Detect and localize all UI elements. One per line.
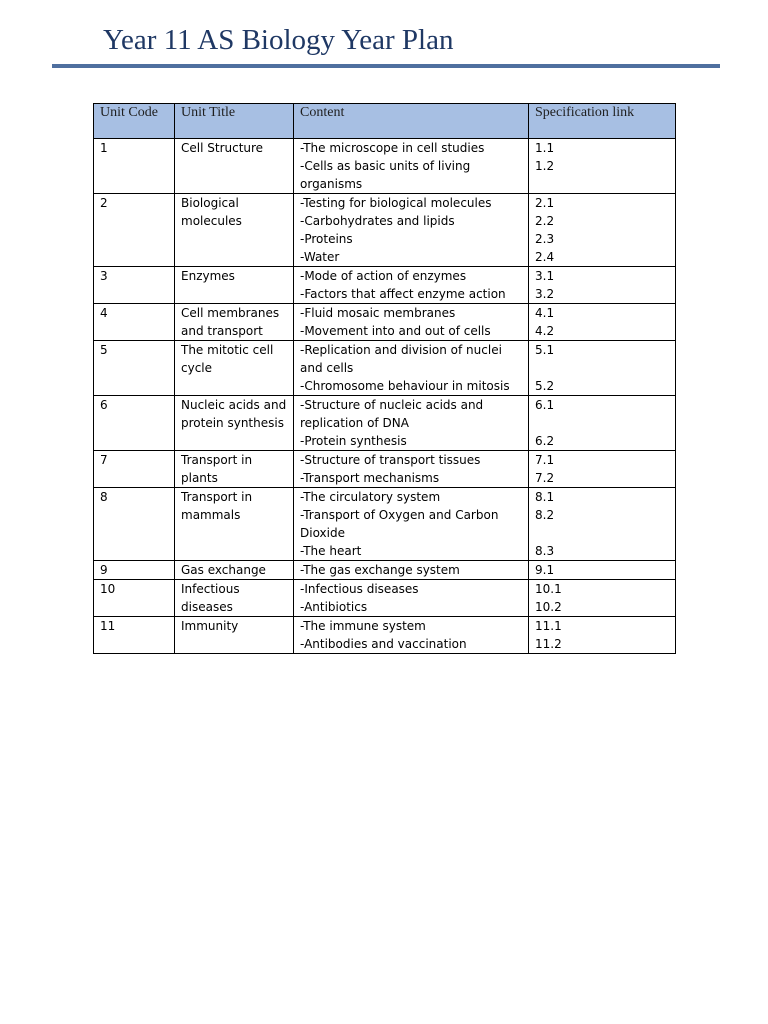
specification-link-cell xyxy=(529,194,676,267)
table-row xyxy=(94,488,676,561)
table-row xyxy=(94,451,676,488)
spec-line: 8.3 xyxy=(535,544,555,558)
header-unit-title: Unit Title xyxy=(175,104,294,139)
title-underline xyxy=(52,64,720,68)
content-cell xyxy=(294,267,529,304)
content-cell xyxy=(294,304,529,341)
spec-line: 8.1 xyxy=(535,490,555,504)
unit-title-cell: The mitotic cell cycle xyxy=(175,341,294,396)
table-row xyxy=(94,396,676,451)
content-line: -Chromosome behaviour in mitosis xyxy=(300,379,510,393)
content-line: -Antibiotics xyxy=(300,600,368,614)
unit-title-cell: Transport in plants xyxy=(175,451,294,488)
content-line: -Replication and division of nuclei and cells xyxy=(300,343,502,375)
specification-link-cell xyxy=(529,304,676,341)
content-line: -The heart xyxy=(300,544,362,558)
spec-line: 3.2 xyxy=(535,287,555,301)
content-line: -The immune system xyxy=(300,619,426,633)
content-line: -Cells as basic units of living organisms xyxy=(300,159,471,191)
content-line: -Factors that affect enzyme action xyxy=(300,287,506,301)
spec-line: 11.1 xyxy=(535,619,562,633)
content-cell xyxy=(294,580,529,617)
table-row xyxy=(94,194,676,267)
content-line: -Proteins xyxy=(300,232,353,246)
spec-line: 4.2 xyxy=(535,324,555,338)
specification-link-cell xyxy=(529,488,676,561)
spec-line: 2.1 xyxy=(535,196,555,210)
unit-code-cell: 7 xyxy=(94,451,175,488)
unit-code-cell: 2 xyxy=(94,194,175,267)
unit-code-cell: 1 xyxy=(94,139,175,194)
unit-code-cell: 10 xyxy=(94,580,175,617)
table-row xyxy=(94,561,676,580)
content-line: -The circulatory system xyxy=(300,490,441,504)
spec-line: 11.2 xyxy=(535,637,562,651)
content-line: -Structure of nucleic acids and replication of DNA xyxy=(300,398,484,430)
specification-link-cell xyxy=(529,580,676,617)
specification-link-cell xyxy=(529,617,676,654)
content-cell xyxy=(294,488,529,561)
table-body xyxy=(94,139,676,654)
content-cell xyxy=(294,561,529,580)
spec-line: 5.1 xyxy=(535,343,555,357)
spec-line: 1.1 xyxy=(535,141,555,155)
content-cell xyxy=(294,139,529,194)
header-specification-link: Specification link xyxy=(529,104,676,139)
spec-line: 6.1 xyxy=(535,398,555,412)
specification-link-cell xyxy=(529,396,676,451)
header-unit-code: Unit Code xyxy=(94,104,175,139)
spec-line: 9.1 xyxy=(535,563,555,577)
unit-title-cell: Cell membranes and transport xyxy=(175,304,294,341)
unit-code-cell: 5 xyxy=(94,341,175,396)
content-line: -Movement into and out of cells xyxy=(300,324,491,338)
content-line: -Transport of Oxygen and Carbon Dioxide xyxy=(300,508,499,540)
content-line: -Testing for biological molecules xyxy=(300,196,492,210)
spec-line: 6.2 xyxy=(535,434,555,448)
content-line: -Infectious diseases xyxy=(300,582,419,596)
page-title: Year 11 AS Biology Year Plan xyxy=(103,24,454,56)
table-row xyxy=(94,341,676,396)
unit-code-cell: 4 xyxy=(94,304,175,341)
spec-line: 7.1 xyxy=(535,453,555,467)
content-line: -The gas exchange system xyxy=(300,563,460,577)
unit-code-cell: 8 xyxy=(94,488,175,561)
specification-link-cell xyxy=(529,451,676,488)
content-line: -Transport mechanisms xyxy=(300,471,440,485)
table-header-row xyxy=(94,104,676,139)
content-line: -Fluid mosaic membranes xyxy=(300,306,456,320)
unit-code-cell: 6 xyxy=(94,396,175,451)
content-line: -Carbohydrates and lipids xyxy=(300,214,455,228)
unit-title-cell: Nucleic acids and protein synthesis xyxy=(175,396,294,451)
content-line: -Antibodies and vaccination xyxy=(300,637,467,651)
content-cell xyxy=(294,451,529,488)
unit-code-cell: 3 xyxy=(94,267,175,304)
spec-line: 2.3 xyxy=(535,232,555,246)
spec-line: 10.1 xyxy=(535,582,562,596)
spec-line: 7.2 xyxy=(535,471,555,485)
content-cell xyxy=(294,396,529,451)
spec-line: 4.1 xyxy=(535,306,555,320)
content-line: -The microscope in cell studies xyxy=(300,141,485,155)
content-line: -Mode of action of enzymes xyxy=(300,269,467,283)
table-row xyxy=(94,304,676,341)
spec-spacer xyxy=(535,524,671,542)
content-cell xyxy=(294,617,529,654)
content-cell xyxy=(294,341,529,396)
unit-title-cell: Cell Structure xyxy=(175,139,294,194)
spec-line: 8.2 xyxy=(535,508,555,522)
unit-code-cell: 9 xyxy=(94,561,175,580)
table-row xyxy=(94,617,676,654)
unit-title-cell: Enzymes xyxy=(175,267,294,304)
specification-link-cell xyxy=(529,561,676,580)
content-line: -Protein synthesis xyxy=(300,434,407,448)
specification-link-cell xyxy=(529,139,676,194)
table-row xyxy=(94,580,676,617)
header-content: Content xyxy=(294,104,529,139)
content-cell xyxy=(294,194,529,267)
spec-line: 2.4 xyxy=(535,250,555,264)
table-row xyxy=(94,139,676,194)
table-row xyxy=(94,267,676,304)
year-plan-table xyxy=(93,103,676,654)
unit-title-cell: Biological molecules xyxy=(175,194,294,267)
spec-line: 3.1 xyxy=(535,269,555,283)
unit-title-cell: Gas exchange xyxy=(175,561,294,580)
spec-line: 1.2 xyxy=(535,159,555,173)
spec-spacer xyxy=(535,414,671,432)
spec-spacer xyxy=(535,359,671,377)
unit-title-cell: Immunity xyxy=(175,617,294,654)
specification-link-cell xyxy=(529,341,676,396)
content-line: -Structure of transport tissues xyxy=(300,453,481,467)
spec-line: 2.2 xyxy=(535,214,555,228)
spec-line: 10.2 xyxy=(535,600,562,614)
unit-title-cell: Transport in mammals xyxy=(175,488,294,561)
specification-link-cell xyxy=(529,267,676,304)
unit-code-cell: 11 xyxy=(94,617,175,654)
content-line: -Water xyxy=(300,250,340,264)
unit-title-cell: Infectious diseases xyxy=(175,580,294,617)
spec-line: 5.2 xyxy=(535,379,555,393)
